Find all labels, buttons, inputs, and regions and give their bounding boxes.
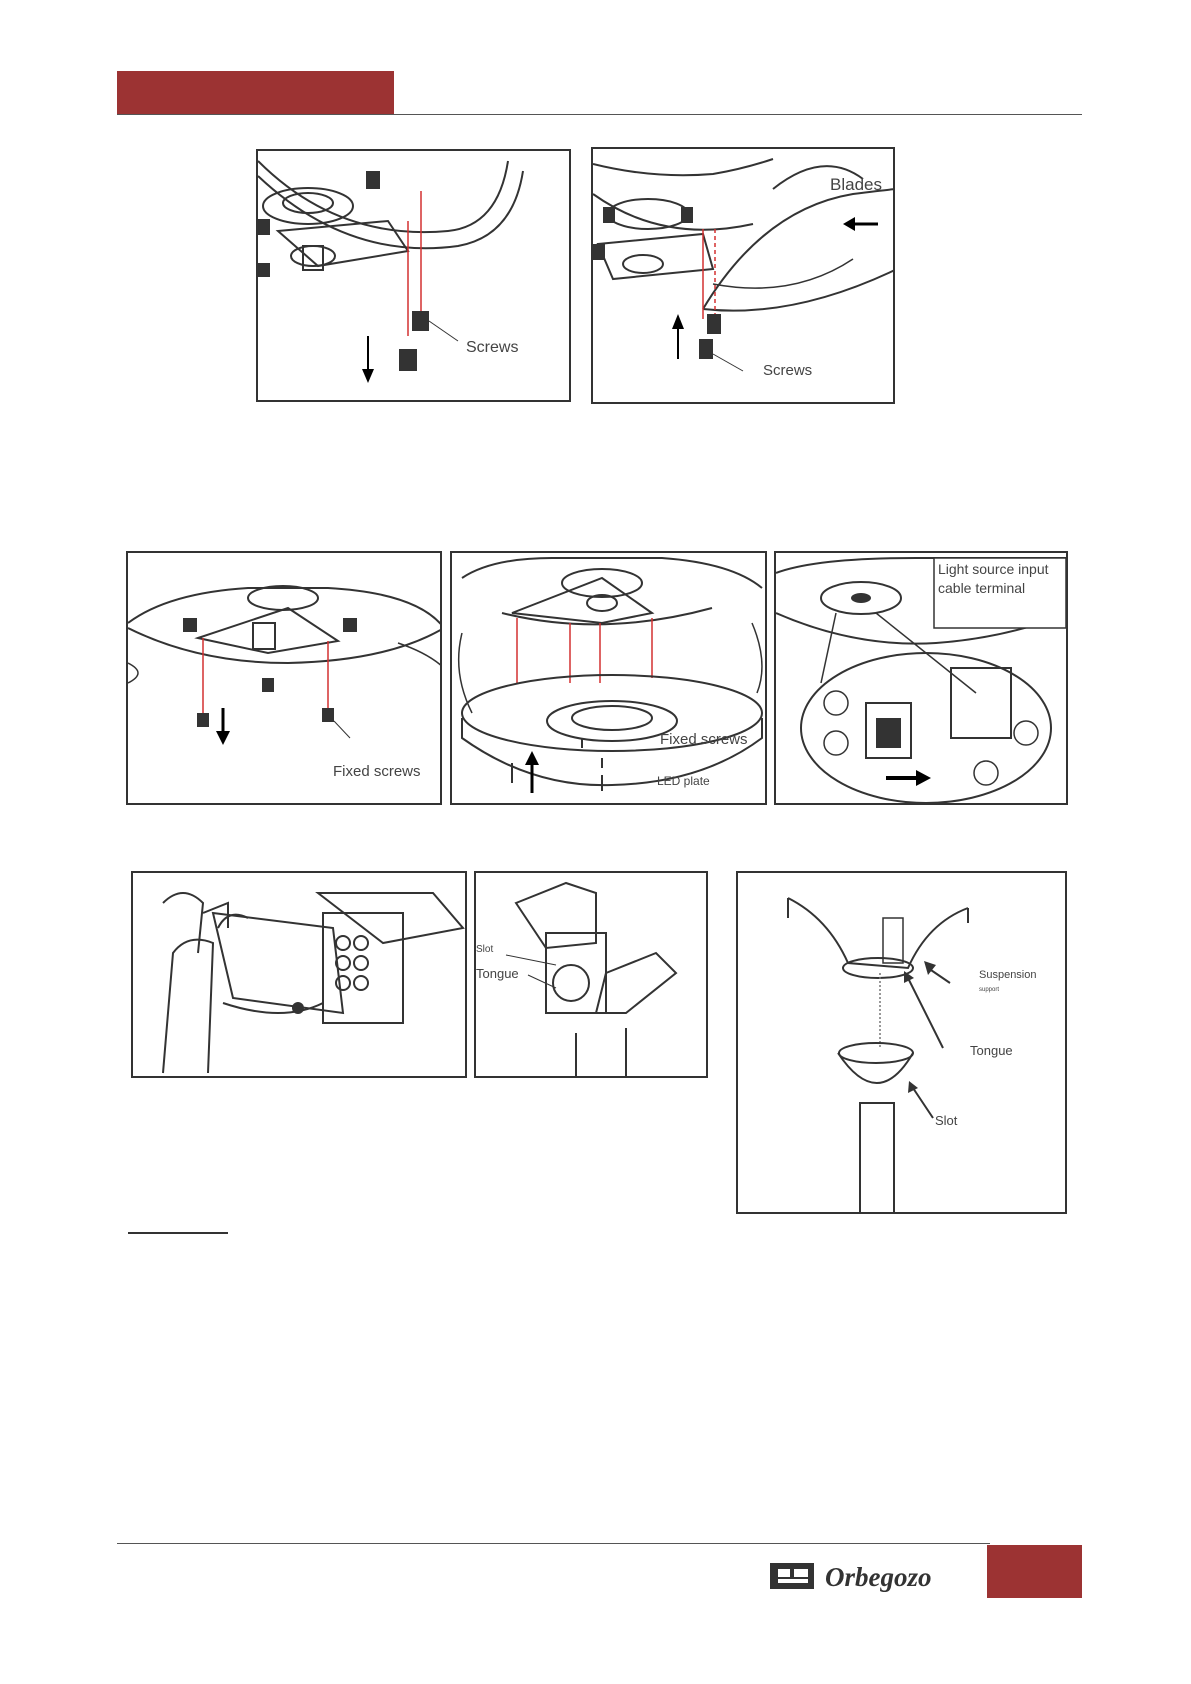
label-led-plate: LED plate xyxy=(657,774,710,788)
figure-1-drawing xyxy=(258,151,571,402)
label-fixed-screws: Fixed screws xyxy=(333,763,421,780)
figure-suspension-support xyxy=(736,871,1067,1214)
section-underline xyxy=(128,1232,228,1234)
label-screws: Screws xyxy=(466,339,519,356)
figure-8-drawing xyxy=(738,873,1067,1214)
footer-accent-block xyxy=(987,1545,1082,1598)
label-terminal-line1: Light source input xyxy=(938,561,1049,577)
label-screws: Screws xyxy=(763,362,813,379)
label-fixed-screws: Fixed screws xyxy=(660,731,748,748)
header-accent-bar xyxy=(117,71,394,115)
brand-logo-mark xyxy=(770,1553,980,1593)
figure-led-plate xyxy=(450,551,767,805)
figure-downrod-bracket xyxy=(131,871,467,1078)
figure-cable-terminal xyxy=(774,551,1068,805)
figure-screws-removal xyxy=(256,149,571,402)
label-terminal-line2: cable terminal xyxy=(938,580,1026,596)
label-slot: Slot xyxy=(476,944,494,955)
figure-4-drawing xyxy=(452,553,767,805)
label-support: support xyxy=(979,987,1000,993)
brand-logo-text: Orbegozo xyxy=(825,1562,932,1592)
header-rule xyxy=(117,114,1082,115)
figure-bracket-fixed-screws xyxy=(126,551,442,805)
figure-slot-tongue xyxy=(474,871,708,1078)
label-suspension: Suspension xyxy=(979,969,1037,981)
label-slot: Slot xyxy=(935,1113,958,1128)
label-tongue: Tongue xyxy=(970,1043,1013,1058)
label-tongue: Tongue xyxy=(476,966,519,981)
brand-logo xyxy=(770,1553,980,1593)
footer-rule xyxy=(117,1543,990,1544)
figure-6-drawing xyxy=(133,873,467,1078)
label-blades: Blades xyxy=(830,175,882,194)
figure-blades-attach xyxy=(591,147,895,404)
